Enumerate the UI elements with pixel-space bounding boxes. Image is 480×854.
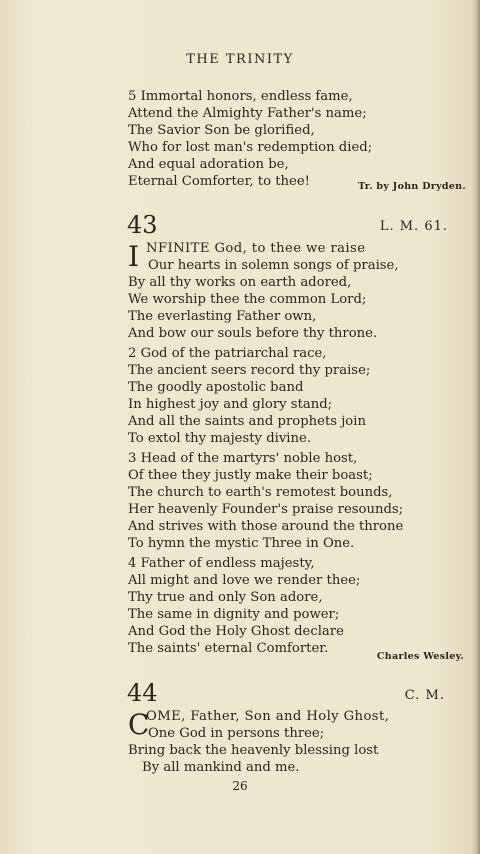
- verse-line: To hymn the mystic Three in One.: [128, 535, 355, 551]
- verse-line: The ancient seers record thy praise;: [128, 362, 371, 378]
- verse-line: To extol thy majesty divine.: [128, 430, 312, 446]
- verse-line: The saints' eternal Comforter.: [128, 640, 329, 656]
- hymn-number: 44: [127, 679, 158, 707]
- verse-line: Of thee they justly make their boast;: [128, 467, 373, 483]
- verse-line: Thy true and only Son adore,: [128, 589, 323, 605]
- verse-line: Our hearts in solemn songs of praise,: [148, 258, 399, 273]
- verse-line: 5 Immortal honors, endless fame,: [128, 89, 353, 104]
- verse-line: By all mankind and me.: [142, 759, 300, 775]
- verse-line: And equal adoration be,: [128, 156, 289, 172]
- drop-cap: I: [128, 240, 140, 273]
- book-spine-edge: [470, 0, 480, 854]
- verse-line: In highest joy and glory stand;: [128, 396, 333, 412]
- verse-line: The everlasting Father own,: [128, 308, 317, 324]
- drop-cap: C: [128, 708, 150, 741]
- verse-line: And God the Holy Ghost declare: [128, 623, 344, 639]
- verse-line: And strives with those around the throne: [128, 518, 404, 534]
- verse-line: 4 Father of endless majesty,: [128, 556, 315, 571]
- verse-line: The goodly apostolic band: [128, 379, 304, 395]
- verse-line: By all thy works on earth adored,: [128, 274, 352, 290]
- verse-line: We worship thee the common Lord;: [128, 291, 367, 307]
- translator-attribution: Tr. by John Dryden.: [358, 181, 466, 192]
- hymn43-stanza-4: [128, 556, 360, 657]
- hymn-number: 43: [127, 211, 158, 239]
- verse-line: And bow our souls before thy throne.: [128, 325, 378, 341]
- verse-line: The same in dignity and power;: [128, 606, 340, 622]
- verse-first-line: OME, Father, Son and Holy Ghost,: [146, 709, 390, 724]
- verse-line: All might and love we render thee;: [128, 572, 361, 588]
- verse-line: The Savior Son be glorified,: [128, 122, 315, 138]
- author-attribution: Charles Wesley.: [376, 651, 464, 662]
- verse-line: Eternal Comforter, to thee!: [128, 173, 310, 189]
- hymn42-stanza-5: [128, 89, 372, 190]
- verse-line: Attend the Almighty Father's name;: [128, 105, 367, 121]
- running-head: THE TRINITY: [186, 52, 294, 67]
- page-number: 26: [232, 779, 248, 793]
- verse-line: Who for lost man's redemption died;: [128, 139, 373, 155]
- verse-first-line: NFINITE God, to thee we raise: [146, 241, 366, 256]
- verse-line: 2 God of the patriarchal race,: [128, 346, 327, 361]
- hymn44-stanza-1: [128, 726, 378, 777]
- hymn-meter: C. M.: [404, 688, 445, 703]
- hymn43-stanza-2: [128, 346, 370, 447]
- verse-line: The church to earth's remotest bounds,: [128, 484, 393, 500]
- hymn43-stanza-1: [128, 258, 399, 343]
- verse-line: 3 Head of the martyrs' noble host,: [128, 451, 358, 466]
- hymn43-stanza-3: [128, 451, 403, 552]
- verse-line: Bring back the heavenly blessing lost: [128, 742, 379, 758]
- verse-line: Her heavenly Founder's praise resounds;: [128, 501, 404, 517]
- verse-line: And all the saints and prophets join: [128, 413, 366, 429]
- hymn-meter: L. M. 61.: [379, 219, 448, 234]
- verse-line: One God in persons three;: [148, 726, 325, 741]
